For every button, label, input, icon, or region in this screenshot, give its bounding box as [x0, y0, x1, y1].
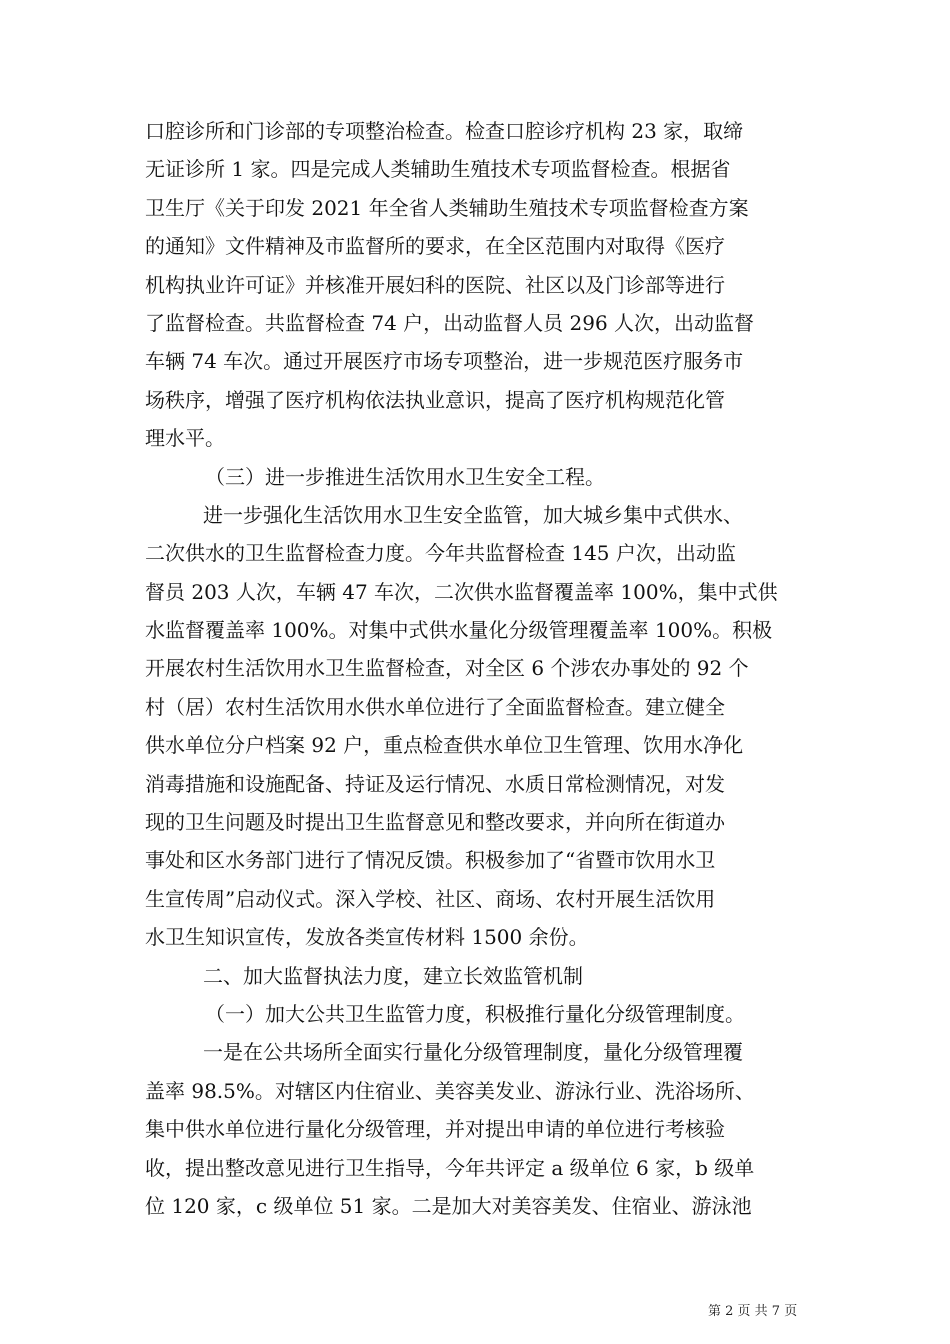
text-line: 生宣传周”启动仪式。深入学校、社区、商场、农村开展生活饮用 [145, 886, 716, 911]
text-line: 车辆 74 车次。通过开展医疗市场专项整治，进一步规范医疗服务市 [145, 349, 744, 374]
text-line: 的通知》文件精神及市监督所的要求，在全区范围内对取得《医疗 [145, 234, 725, 259]
text-line: 水监督覆盖率 100%。对集中式供水量化分级管理覆盖率 100%。积极 [145, 618, 773, 643]
text-line: 盖率 98.5%。对辖区内住宿业、美容美发业、游泳行业、洗浴场所、 [145, 1078, 755, 1103]
text-line: 理水平。 [145, 426, 225, 451]
text-line: 位 120 家，c 级单位 51 家。二是加大对美容美发、住宿业、游泳池 [145, 1193, 752, 1218]
paragraph-start: 进一步强化生活饮用水卫生安全监管，加大城乡集中式供水、 [203, 502, 743, 527]
text-line: 二次供水的卫生监督检查力度。今年共监督检查 145 户次，出动监 [145, 541, 736, 566]
text-line: 集中供水单位进行量化分级管理，并对提出申请的单位进行考核验 [145, 1117, 725, 1142]
document-body [145, 112, 815, 1225]
text-line: 督员 203 人次，车辆 47 车次，二次供水监督覆盖率 100%，集中式供 [145, 579, 778, 604]
text-line: 事处和区水务部门进行了情况反馈。积极参加了“省暨市饮用水卫 [145, 848, 716, 873]
text-line: 村（居）农村生活饮用水供水单位进行了全面监督检查。建立健全 [145, 694, 725, 719]
text-line: 收，提出整改意见进行卫生指导，今年共评定 a 级单位 6 家，b 级单 [145, 1155, 755, 1180]
section-heading: 二、加大监督执法力度，建立长效监管机制 [203, 963, 583, 988]
text-line: 口腔诊所和门诊部的专项整治检查。检查口腔诊疗机构 23 家，取缔 [145, 119, 744, 143]
text-line: 场秩序，增强了医疗机构依法执业意识，提高了医疗机构规范化管 [145, 387, 725, 412]
text-line: 了监督检查。共监督检查 74 户，出动监督人员 296 人次，出动监督 [145, 310, 755, 335]
text-line: 无证诊所 1 家。四是完成人类辅助生殖技术专项监督检查。根据省 [145, 157, 731, 182]
paragraph-start: 一是在公共场所全面实行量化分级管理制度，量化分级管理覆 [203, 1040, 743, 1065]
page-number: 第 2 页 共 7 页 [708, 1304, 798, 1319]
section-heading: （三）进一步推进生活饮用水卫生安全工程。 [205, 464, 605, 489]
text-line: 开展农村生活饮用水卫生监督检查，对全区 6 个涉农办事处的 92 个 [145, 656, 749, 681]
text-line: 现的卫生问题及时提出卫生监督意见和整改要求，并向所在街道办 [145, 810, 725, 835]
text-line: 供水单位分户档案 92 户，重点检查供水单位卫生管理、饮用水净化 [145, 733, 744, 758]
text-line: 消毒措施和设施配备、持证及运行情况、水质日常检测情况，对发 [145, 771, 725, 796]
text-line: 卫生厅《关于印发 2021 年全省人类辅助生殖技术专项监督检查方案 [145, 195, 749, 220]
subsection-heading: （一）加大公共卫生监管力度，积极推行量化分级管理制度。 [205, 1001, 745, 1026]
text-line: 机构执业许可证》并核准开展妇科的医院、社区以及门诊部等进行 [145, 272, 725, 297]
text-line: 水卫生知识宣传，发放各类宣传材料 1500 余份。 [145, 925, 589, 950]
